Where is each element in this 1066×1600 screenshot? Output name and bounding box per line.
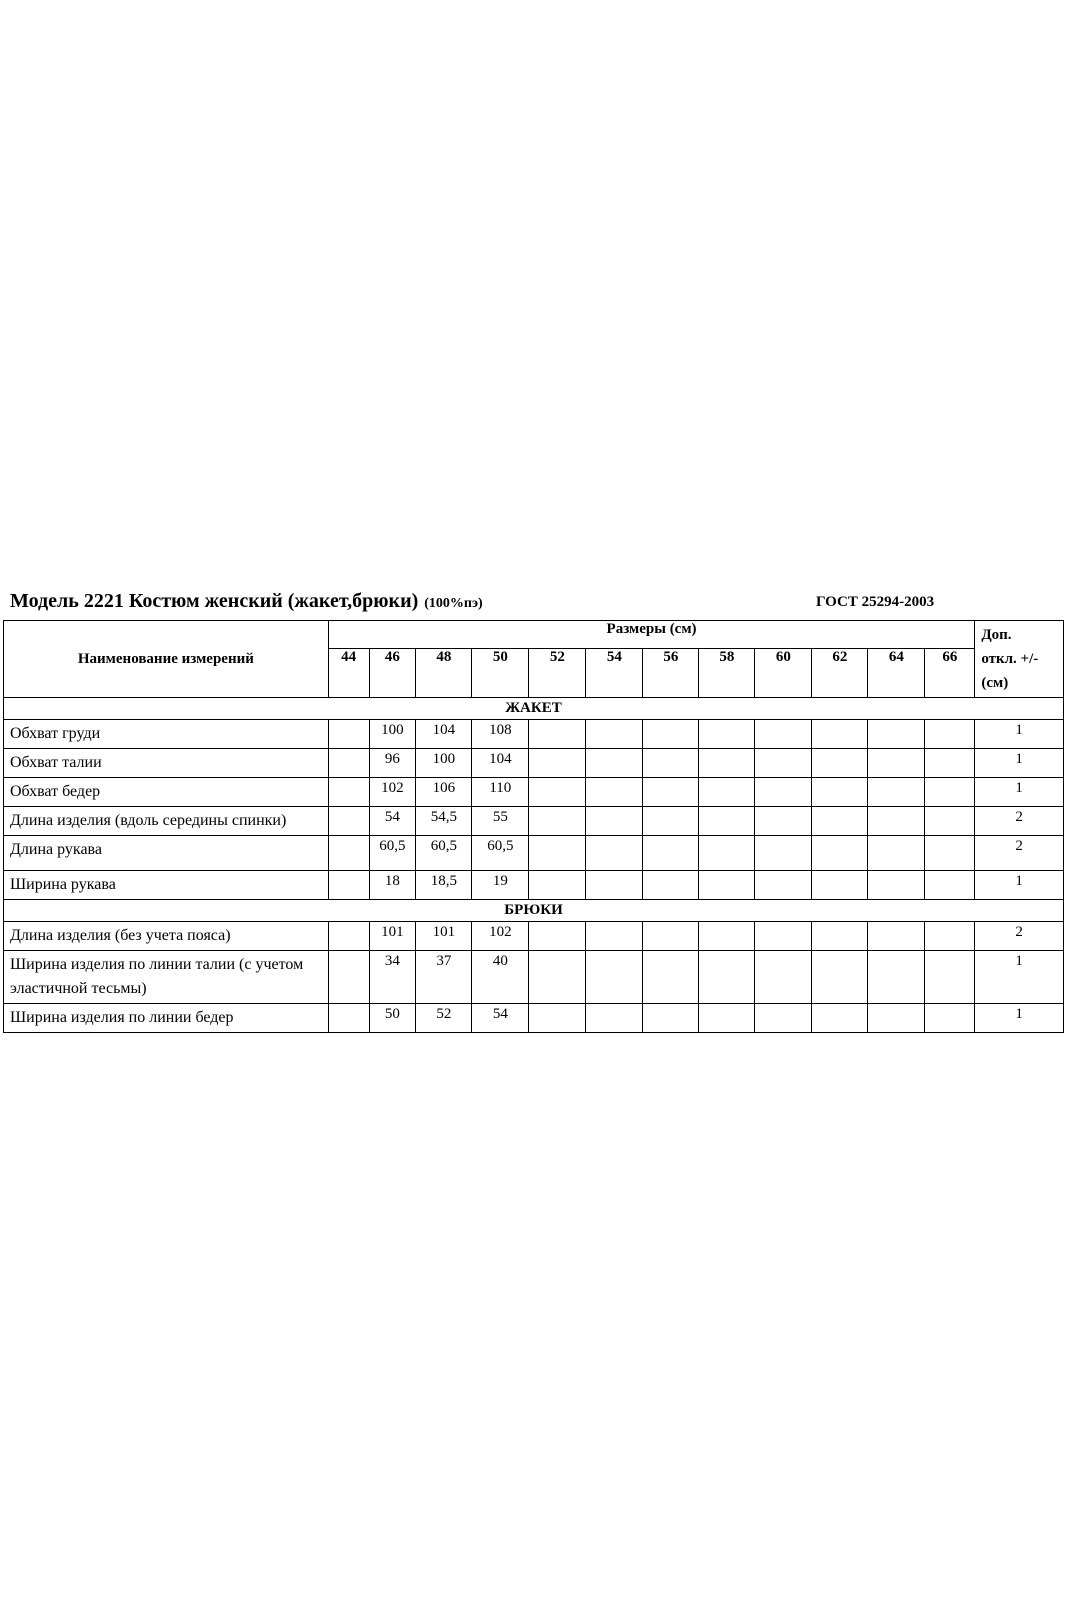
size-value-cell — [755, 1004, 812, 1033]
standard-label: ГОСТ 25294-2003 — [816, 594, 935, 610]
size-value-cell: 40 — [472, 951, 529, 1004]
size-value-cell: 18 — [369, 871, 416, 900]
measurement-name: Ширина изделия по линии бедер — [4, 1004, 329, 1033]
size-value-cell: 108 — [472, 720, 529, 749]
measurement-name: Длина изделия (вдоль середины спинки) — [4, 807, 329, 836]
size-value-cell — [812, 1004, 868, 1033]
size-value-cell: 106 — [416, 778, 472, 807]
size-value-cell: 55 — [472, 807, 529, 836]
size-header-cell: 60 — [755, 648, 812, 698]
size-value-cell — [643, 1004, 699, 1033]
size-value-cell — [586, 749, 643, 778]
size-value-cell: 110 — [472, 778, 529, 807]
size-header-cell: 50 — [472, 648, 529, 698]
tolerance-value: 1 — [975, 749, 1064, 778]
size-value-cell — [812, 778, 868, 807]
table-row — [4, 836, 1064, 871]
size-value-cell — [643, 807, 699, 836]
size-value-cell — [812, 836, 868, 871]
size-value-cell — [868, 720, 925, 749]
size-value-cell — [925, 922, 975, 951]
size-value-cell: 54 — [369, 807, 416, 836]
size-value-cell — [328, 778, 369, 807]
size-value-cell — [529, 720, 586, 749]
size-value-cell: 102 — [472, 922, 529, 951]
size-value-cell — [643, 922, 699, 951]
size-value-cell — [328, 836, 369, 871]
tolerance-header-line: (см) — [981, 675, 1009, 691]
tolerance-value: 1 — [975, 871, 1064, 900]
size-value-cell: 60,5 — [472, 836, 529, 871]
sizes-header: Размеры (см) — [328, 621, 975, 649]
table-row — [4, 778, 1064, 807]
size-value-cell — [328, 720, 369, 749]
size-value-cell — [868, 871, 925, 900]
size-chart-table — [3, 620, 1064, 1033]
size-value-cell — [328, 1004, 369, 1033]
size-value-cell — [643, 871, 699, 900]
size-value-cell — [529, 871, 586, 900]
size-value-cell: 101 — [416, 922, 472, 951]
size-value-cell — [755, 807, 812, 836]
measurement-name: Обхват талии — [4, 749, 329, 778]
size-value-cell: 34 — [369, 951, 416, 1004]
table-row — [4, 951, 1064, 1004]
size-value-cell — [699, 778, 755, 807]
tolerance-value: 1 — [975, 951, 1064, 1004]
size-value-cell — [755, 720, 812, 749]
size-value-cell — [328, 871, 369, 900]
table-row — [4, 1004, 1064, 1033]
size-value-cell — [699, 951, 755, 1004]
size-value-cell — [868, 778, 925, 807]
size-value-cell — [925, 749, 975, 778]
size-header-cell: 44 — [328, 648, 369, 698]
size-value-cell — [755, 951, 812, 1004]
size-value-cell: 101 — [369, 922, 416, 951]
size-value-cell — [699, 749, 755, 778]
size-value-cell — [755, 922, 812, 951]
size-value-cell — [925, 720, 975, 749]
document-title — [10, 590, 483, 613]
measurement-name: Длина изделия (без учета пояса) — [4, 922, 329, 951]
size-value-cell — [925, 951, 975, 1004]
size-value-cell — [812, 749, 868, 778]
size-value-cell: 60,5 — [416, 836, 472, 871]
section-row — [4, 698, 1064, 720]
size-value-cell: 19 — [472, 871, 529, 900]
size-value-cell — [529, 778, 586, 807]
section-title: БРЮКИ — [4, 900, 1064, 922]
size-value-cell: 18,5 — [416, 871, 472, 900]
size-value-cell: 104 — [472, 749, 529, 778]
size-value-cell — [328, 951, 369, 1004]
size-value-cell — [699, 720, 755, 749]
size-header-cell: 64 — [868, 648, 925, 698]
size-value-cell — [529, 922, 586, 951]
size-value-cell — [755, 871, 812, 900]
size-value-cell — [586, 836, 643, 871]
size-header-cell: 62 — [812, 648, 868, 698]
size-value-cell — [868, 951, 925, 1004]
size-value-cell — [529, 749, 586, 778]
size-value-cell — [643, 951, 699, 1004]
size-value-cell: 96 — [369, 749, 416, 778]
measurement-name-header: Наименование измерений — [4, 621, 329, 698]
size-value-cell — [699, 1004, 755, 1033]
size-value-cell — [812, 922, 868, 951]
size-value-cell: 52 — [416, 1004, 472, 1033]
size-value-cell: 50 — [369, 1004, 416, 1033]
table-row — [4, 807, 1064, 836]
size-header-cell: 52 — [529, 648, 586, 698]
tolerance-value: 1 — [975, 1004, 1064, 1033]
section-row — [4, 900, 1064, 922]
size-value-cell: 54 — [472, 1004, 529, 1033]
size-value-cell — [868, 1004, 925, 1033]
measurement-name: Обхват бедер — [4, 778, 329, 807]
size-value-cell — [755, 749, 812, 778]
section-title: ЖАКЕТ — [4, 698, 1064, 720]
size-header-cell: 46 — [369, 648, 416, 698]
size-value-cell — [586, 922, 643, 951]
size-header-cell: 58 — [699, 648, 755, 698]
tolerance-value: 2 — [975, 836, 1064, 871]
size-value-cell — [699, 836, 755, 871]
size-value-cell — [925, 836, 975, 871]
size-value-cell — [643, 836, 699, 871]
size-value-cell: 60,5 — [369, 836, 416, 871]
size-value-cell: 54,5 — [416, 807, 472, 836]
table-row — [4, 871, 1064, 900]
tolerance-header — [975, 621, 1064, 698]
size-value-cell — [755, 836, 812, 871]
size-value-cell: 102 — [369, 778, 416, 807]
size-value-cell — [529, 951, 586, 1004]
size-value-cell — [586, 778, 643, 807]
tolerance-header-line: Доп. — [981, 627, 1012, 643]
size-header-cell: 54 — [586, 648, 643, 698]
size-value-cell: 37 — [416, 951, 472, 1004]
size-value-cell: 104 — [416, 720, 472, 749]
tolerance-value: 2 — [975, 807, 1064, 836]
tolerance-value: 1 — [975, 720, 1064, 749]
measurement-name: Обхват груди — [4, 720, 329, 749]
size-chart-body — [4, 621, 1064, 1033]
table-row — [4, 720, 1064, 749]
size-value-cell: 100 — [369, 720, 416, 749]
size-value-cell — [529, 807, 586, 836]
size-value-cell — [643, 778, 699, 807]
material-composition: (100%пэ) — [424, 596, 483, 611]
tolerance-value: 1 — [975, 778, 1064, 807]
size-value-cell — [925, 778, 975, 807]
table-row — [4, 922, 1064, 951]
size-value-cell — [529, 1004, 586, 1033]
size-value-cell — [586, 951, 643, 1004]
size-value-cell — [925, 807, 975, 836]
tolerance-value: 2 — [975, 922, 1064, 951]
size-value-cell — [529, 836, 586, 871]
measurement-name: Ширина изделия по линии талии (с учетом эластичной тесьмы) — [4, 951, 329, 1004]
size-header-cell: 48 — [416, 648, 472, 698]
size-value-cell — [586, 720, 643, 749]
size-header-cell: 56 — [643, 648, 699, 698]
measurement-name: Длина рукава — [4, 836, 329, 871]
size-value-cell — [925, 871, 975, 900]
size-value-cell — [699, 807, 755, 836]
size-value-cell — [868, 749, 925, 778]
size-value-cell — [586, 1004, 643, 1033]
document-heading — [8, 590, 1058, 618]
tolerance-header-line: откл. +/- — [981, 651, 1039, 667]
table-header-row — [4, 621, 1064, 649]
size-value-cell — [812, 951, 868, 1004]
size-value-cell — [868, 922, 925, 951]
size-value-cell — [643, 749, 699, 778]
size-value-cell — [586, 807, 643, 836]
size-value-cell — [699, 871, 755, 900]
size-value-cell — [868, 836, 925, 871]
size-value-cell — [328, 749, 369, 778]
size-value-cell — [328, 807, 369, 836]
size-value-cell — [812, 807, 868, 836]
size-value-cell — [643, 720, 699, 749]
measurement-name: Ширина рукава — [4, 871, 329, 900]
table-row — [4, 749, 1064, 778]
size-value-cell — [925, 1004, 975, 1033]
size-value-cell — [586, 871, 643, 900]
size-value-cell — [868, 807, 925, 836]
size-value-cell: 100 — [416, 749, 472, 778]
size-value-cell — [328, 922, 369, 951]
size-value-cell — [812, 871, 868, 900]
size-value-cell — [755, 778, 812, 807]
size-value-cell — [812, 720, 868, 749]
size-header-cell: 66 — [925, 648, 975, 698]
model-title: Модель 2221 Костюм женский (жакет,брюки) — [10, 590, 419, 612]
size-value-cell — [699, 922, 755, 951]
